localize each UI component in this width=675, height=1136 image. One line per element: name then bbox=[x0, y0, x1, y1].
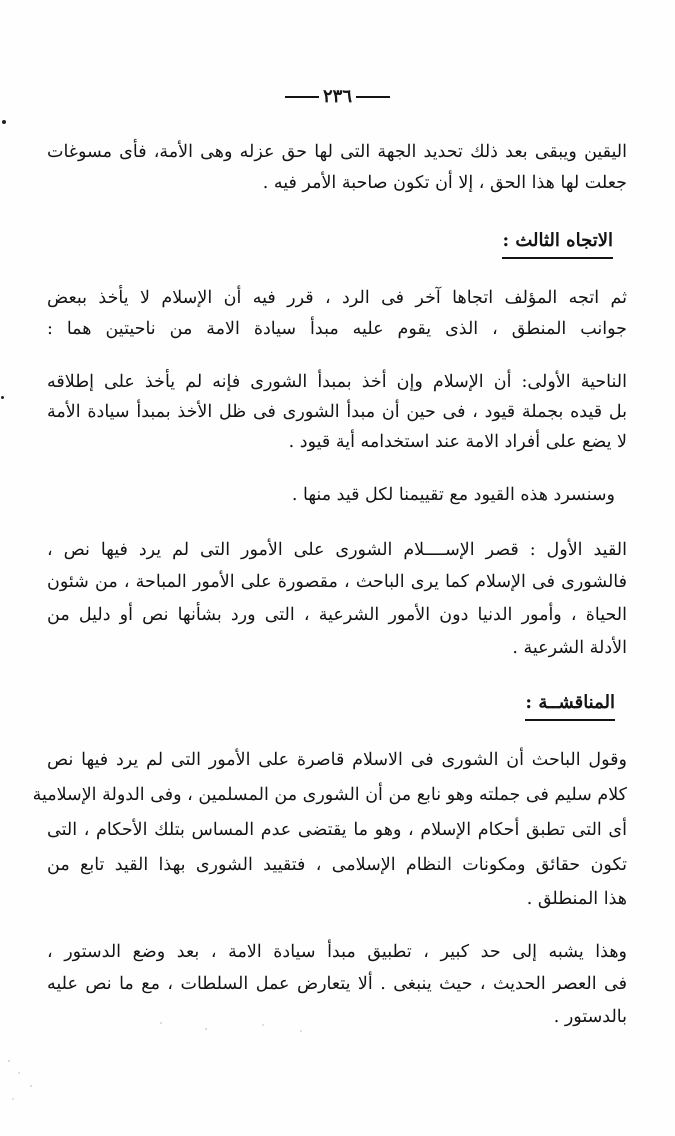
text-line: الحياة ، وأمور الدنيا دون الأمور الشرعية ، التى ورد بشأنها نص أو دليل من bbox=[47, 605, 627, 625]
text-line: جعلت لها هذا الحق ، إلا أن تكون صاحبة الأمر فيه . bbox=[262, 173, 627, 193]
text-line: وسنسرد هذه القيود مع تقييمنا لكل قيد منها . bbox=[291, 485, 615, 505]
section-heading: المناقشــة : bbox=[525, 690, 615, 721]
text-line: جوانب المنطق ، الذى يقوم عليه مبدأ سيادة الامة من ناحيتين هما : bbox=[47, 319, 627, 339]
text-line: الأدلة الشرعية . bbox=[512, 638, 627, 658]
scan-speck bbox=[2, 120, 6, 124]
text-line: هذا المنطلق . bbox=[526, 889, 627, 909]
text-line: بل قيده بجملة قيود ، فى حين أن مبدأ الشورى فى ظل الأخذ بمبدأ سيادة الأمة bbox=[47, 402, 627, 422]
scan-speck bbox=[1, 396, 4, 399]
text-line: فالشورى فى الإسلام كما يرى الباحث ، مقصورة على الأمور المباحة ، من شئون bbox=[47, 572, 627, 592]
page-number bbox=[0, 86, 675, 107]
text-line: كلام سليم فى جملته وهو نابع من أن الشورى من المسلمين ، وفى الدولة الإسلامية bbox=[32, 785, 627, 805]
page-number-dash-right bbox=[356, 96, 390, 98]
page-number-text: ٢٣٦ bbox=[322, 86, 352, 107]
text-line: القيد الأول : قصر الإســــلام الشورى على الأمور التى لم يرد فيها نص ، bbox=[47, 540, 627, 560]
scan-speck bbox=[30, 1085, 32, 1087]
text-line: اليقين ويبقى بعد ذلك تحديد الجهة التى لها حق عزله وهى الأمة، فأى مسوغات bbox=[47, 142, 627, 162]
text-line: تكون حقائق ومكونات النظام الإسلامى ، فتقييد الشورى بهذا القيد تابع من bbox=[47, 855, 627, 875]
page-number-dash-left bbox=[285, 96, 319, 98]
text-line: وقول الباحث أن الشورى فى الاسلام قاصرة على الأمور التى لم يرد فيها نص bbox=[47, 750, 627, 770]
text-line: بالدستور . bbox=[553, 1007, 627, 1027]
text-line: أى التى تطبق أحكام الإسلام ، وهو ما يقتضى عدم المساس بتلك الأحكام ، التى bbox=[47, 820, 627, 840]
scan-speck bbox=[160, 1022, 162, 1024]
text-line: ثم اتجه المؤلف اتجاها آخر فى الرد ، قرر فيه أن الإسلام لا يأخذ ببعض bbox=[47, 288, 627, 308]
section-heading: الاتجاه الثالث : bbox=[502, 228, 613, 259]
scan-speck bbox=[300, 1030, 302, 1032]
text-line: الناحية الأولى: أن الإسلام وإن أخذ بمبدأ الشورى فإنه لم يأخذ على إطلاقه bbox=[47, 372, 627, 392]
scan-speck bbox=[18, 1072, 20, 1074]
scan-speck bbox=[205, 1028, 207, 1030]
text-line: فى العصر الحديث ، حيث ينبغى . ألا يتعارض عمل السلطات ، مع ما نص عليه bbox=[47, 974, 627, 994]
scan-speck bbox=[8, 1060, 10, 1062]
scan-speck bbox=[262, 1024, 264, 1026]
scan-speck bbox=[12, 1098, 14, 1100]
text-line: وهذا يشبه إلى حد كبير ، تطبيق مبدأ سيادة الامة ، بعد وضع الدستور ، bbox=[47, 942, 627, 962]
text-line: لا يضع على أفراد الامة عند استخدامه أية قيود . bbox=[288, 432, 627, 452]
